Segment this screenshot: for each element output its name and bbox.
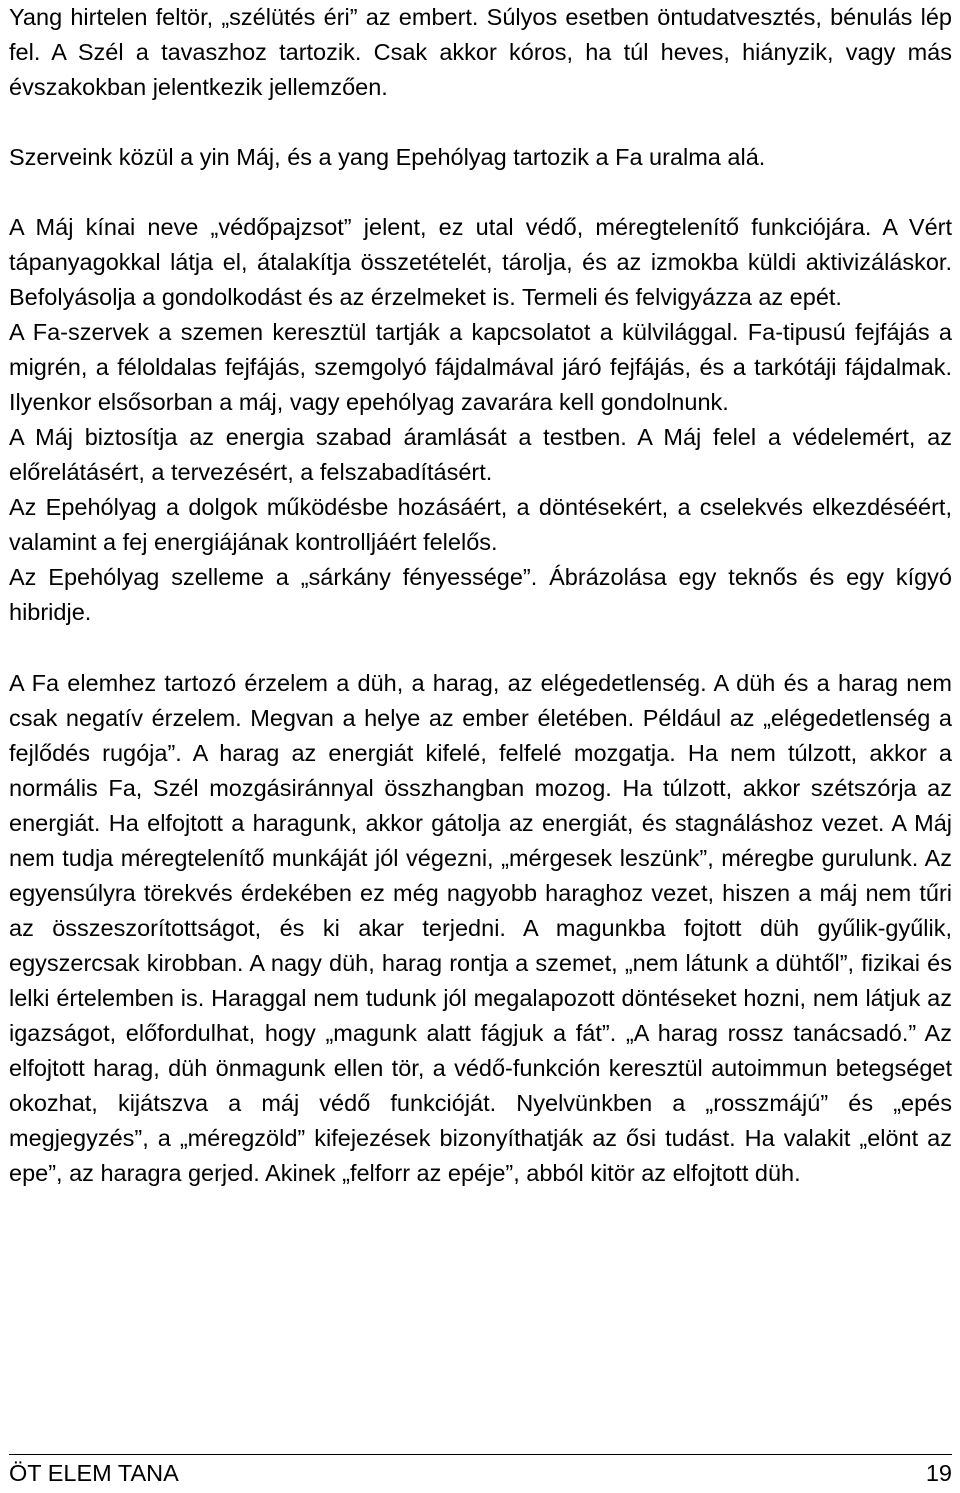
- paragraph-epeholyag: Az Epehólyag a dolgok működésbe hozásáért, a döntésekért, a cselekvés elkezdéséért, valamint a fej energiájának kontrolljáért felelős.: [9, 494, 952, 555]
- footer-title: ÖT ELEM TANA: [9, 1460, 179, 1486]
- page-number: 19: [925, 1460, 952, 1486]
- paragraph-szel-yang: Yang hirtelen feltör, „szélütés éri” az embert. Súlyos esetben öntudatvesztés, bénulás lép fel. A Szél a tavaszhoz tartozik. Csak akkor kóros, ha túl heves, hiányzik, vagy más évszakokban jelentkezik jellemzően.: [9, 4, 952, 100]
- paragraph-epeholyag-szelleme: Az Epehólyag szelleme a „sárkány fényessége”. Ábrázolása egy teknős és egy kígyó hibridje.: [9, 564, 952, 625]
- paragraph-szerveink: Szerveink közül a yin Máj, és a yang Epehólyag tartozik a Fa uralma alá.: [9, 144, 766, 170]
- paragraph-maj-biztositja: A Máj biztosítja az energia szabad áramlását a testben. A Máj felel a védelemért, az előrelátásért, a tervezésért, a felszabadításért.: [9, 424, 952, 485]
- page-body: [9, 0, 952, 1191]
- paragraph-fa-szervek: A Fa-szervek a szemen keresztül tartják a kapcsolatot a külvilággal. Fa-tipusú fejfájás a migrén, a féloldalas fejfájás, szemgolyó fájdalmával járó fejfájás, és a tarkótáji fájdalmak. Ilyenkor elsősorban a máj, vagy epehólyag zavarára kell gondolnunk.: [9, 319, 952, 415]
- paragraph-maj-neve: A Máj kínai neve „védőpajzsot” jelent, ez utal védő, méregtelenítő funkciójára. A Vért tápanyagokkal látja el, átalakítja összetételét, tárolja, és az izmokba küldi aktivizáláskor. Befolyásolja a gondolkodást és az érzelmeket is. Termeli és felvigyázza az epét.: [9, 214, 952, 310]
- paragraph-fa-erzelem: A Fa elemhez tartozó érzelem a düh, a harag, az elégedetlenség. A düh és a harag nem csak negatív érzelem. Megvan a helye az ember életében. Például az „elégedetlenség a fejlődés rugója”. A harag az energiát kifelé, felfelé mozgatja. Ha nem túlzott, akkor a normális Fa, Szél mozgásiránnyal összhangban mozog. Ha túlzott, akkor szétszórja az energiát. Ha elfojtott a haragunk, akkor gátolja az energiát, és stagnáláshoz vezet. A Máj nem tudja méregtelenítő munkáját jól végezni, „mérgesek leszünk”, méregbe gurulunk. Az egyensúlyra törekvés érdekében ez még nagyobb haraghoz vezet, hiszen a máj nem tűri az összeszorítottságot, és ki akar terjedni. A magunkba fojtott düh gyűlik-gyűlik, egyszercsak kirobban. A nagy düh, harag rontja a szemet, „nem látunk a dühtől”, fizikai és lelki értelemben is. Haraggal nem tudunk jól megalapozott döntéseket hozni, nem látjuk az igazságot, előfordulhat, hogy „magunk alatt fágjuk a fát”. „A harag rossz tanácsadó.” Az elfojtott harag, düh önmagunk ellen tör, a védő-funkción keresztül autoimmun betegséget okozhat, kijátszva a máj védő funkcióját. Nyelvünkben a „rosszmájú” és „epés megjegyzés”, a „méregzöld” kifejezések bizonyíthatják az ősi tudást. Ha valakit „elönt az epe”, az haragra gerjed. Akinek „felforr az epéje”, abból kitör az elfojtott düh.: [9, 670, 952, 1186]
- page-footer: [9, 1454, 952, 1488]
